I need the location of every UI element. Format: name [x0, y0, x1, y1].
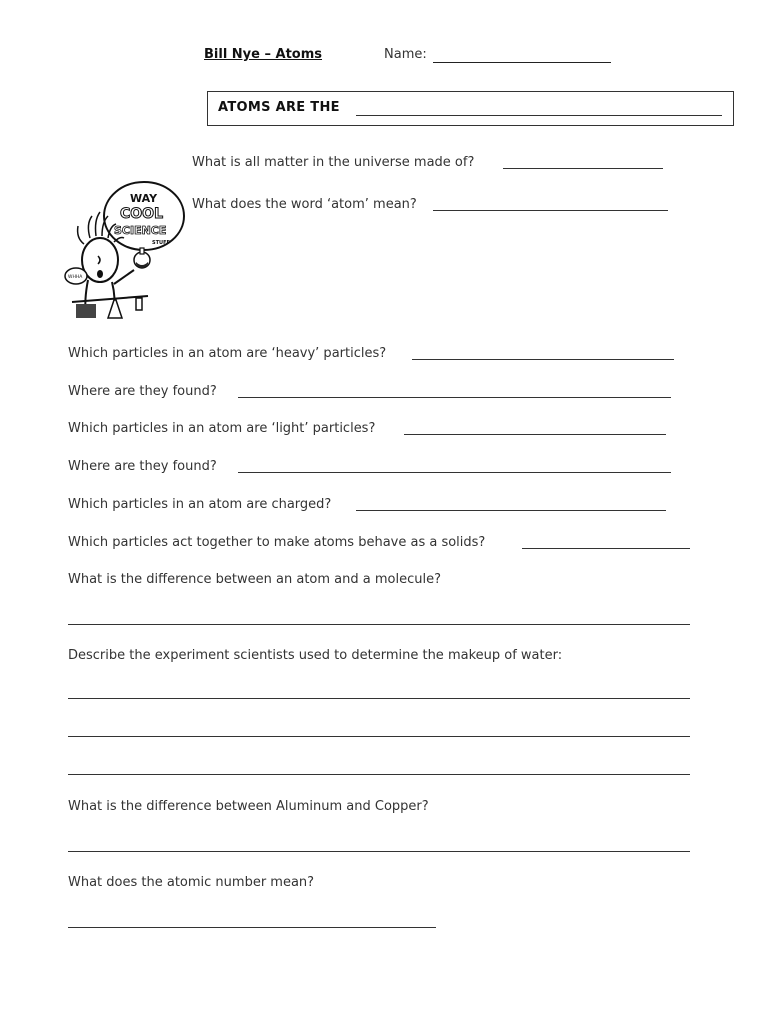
question-12: What does the atomic number mean? — [68, 875, 315, 890]
bubble-text-science: SCIENCE — [114, 224, 167, 237]
answer-blank-4[interactable] — [238, 397, 671, 398]
atoms-are-the-blank[interactable] — [356, 115, 722, 116]
answer-blank-10a[interactable] — [68, 698, 690, 699]
answer-blank-10c[interactable] — [68, 774, 690, 775]
bubble-text-cool: COOL — [120, 206, 163, 222]
answer-blank-2[interactable] — [433, 210, 668, 211]
question-10: Describe the experiment scientists used to determine the makeup of water: — [68, 648, 563, 663]
question-1: What is all matter in the universe made of? — [192, 155, 475, 170]
question-9: What is the difference between an atom and a molecule? — [68, 572, 441, 587]
question-8: Which particles act together to make atoms behave as a solids? — [68, 535, 486, 550]
worksheet-title: Bill Nye – Atoms — [204, 47, 323, 62]
question-11: What is the difference between Aluminum and Copper? — [68, 799, 429, 814]
answer-blank-3[interactable] — [412, 359, 674, 360]
question-5: Which particles in an atom are ‘light’ particles? — [68, 421, 376, 436]
question-6: Where are they found? — [68, 459, 217, 474]
name-label: Name: — [384, 47, 427, 62]
answer-blank-10b[interactable] — [68, 736, 690, 737]
answer-blank-9[interactable] — [68, 624, 690, 625]
answer-blank-12[interactable] — [68, 927, 436, 928]
question-4: Where are they found? — [68, 384, 217, 399]
answer-blank-1[interactable] — [503, 168, 663, 169]
answer-blank-8[interactable] — [522, 548, 690, 549]
small-bubble-text: WHHA — [68, 275, 83, 280]
way-cool-science-cartoon-icon — [62, 178, 192, 333]
atoms-are-the-label: ATOMS ARE THE — [218, 100, 340, 115]
question-3: Which particles in an atom are ‘heavy’ particles? — [68, 346, 387, 361]
bubble-text-stuff: STUFF — [152, 240, 170, 246]
name-answer-blank[interactable] — [433, 62, 611, 63]
answer-blank-5[interactable] — [404, 434, 666, 435]
bubble-text-way: WAY — [130, 192, 158, 205]
question-7: Which particles in an atom are charged? — [68, 497, 332, 512]
answer-blank-6[interactable] — [238, 472, 671, 473]
answer-blank-7[interactable] — [356, 510, 666, 511]
question-2: What does the word ‘atom’ mean? — [192, 197, 417, 212]
answer-blank-11[interactable] — [68, 851, 690, 852]
